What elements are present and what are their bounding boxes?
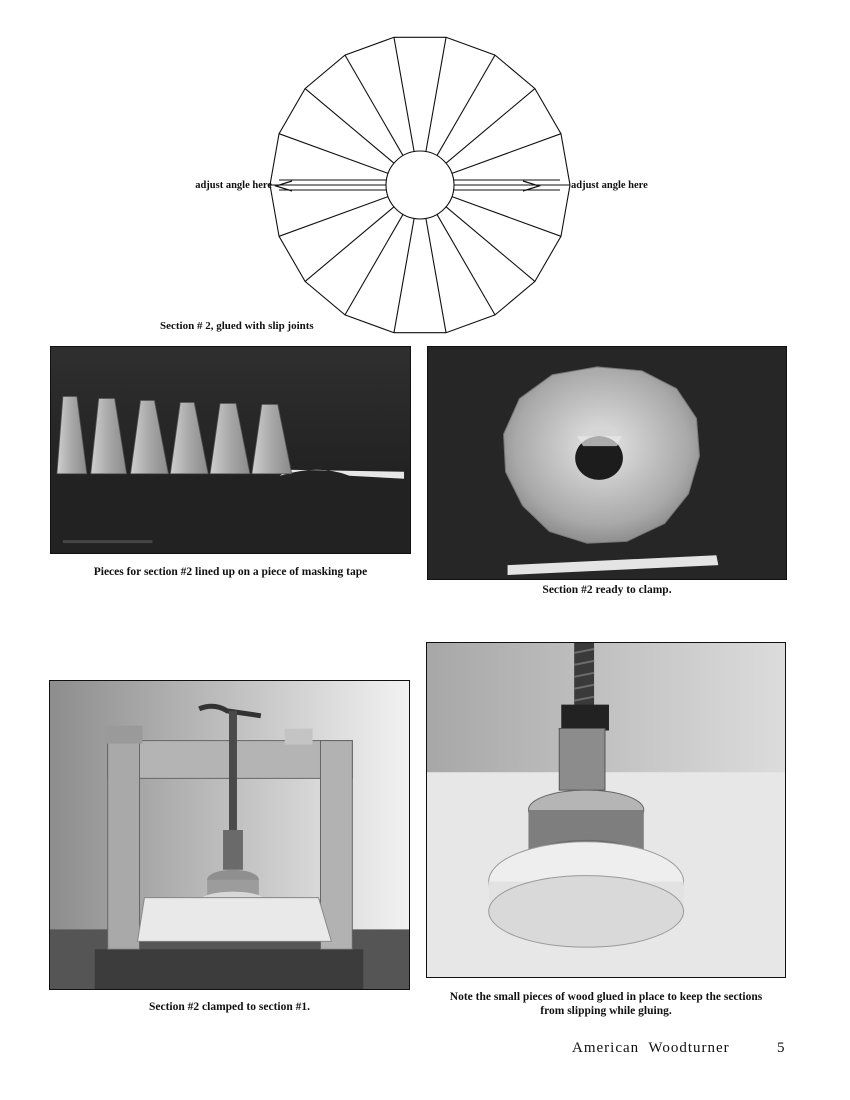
segment-divider <box>345 55 403 155</box>
segment-divider <box>437 214 495 314</box>
page-number: 5 <box>777 1040 785 1056</box>
segment-divider <box>446 89 535 164</box>
caption-press: Section #2 clamped to section #1. <box>149 1001 310 1013</box>
segment-divider <box>394 218 414 332</box>
photo-wooden-press <box>49 680 410 990</box>
caption-ring: Section #2 ready to clamp. <box>542 584 672 596</box>
caption-pieces: Pieces for section #2 lined up on a piece of masking tape <box>93 566 368 578</box>
segment-divider <box>394 37 414 151</box>
photo-ring-ready <box>427 346 787 580</box>
segment-divider <box>446 207 535 282</box>
segment-divider <box>452 134 561 174</box>
publication-name: American Woodturner <box>572 1040 730 1056</box>
photo-pieces-on-tape <box>50 346 411 554</box>
left-adjust-label: adjust angle here <box>195 180 272 191</box>
diagram-caption: Section # 2, glued with slip joints <box>160 320 314 332</box>
caption-closeup-line1: Note the small pieces of wood glued in place to keep the sections <box>449 991 763 1003</box>
photo-clamp-closeup <box>426 642 786 978</box>
segment-divider <box>426 218 446 332</box>
segment-divider <box>279 197 388 237</box>
inner-circle <box>386 151 454 219</box>
segment-divider <box>345 214 403 314</box>
segment-divider <box>305 207 394 282</box>
segment-divider <box>426 37 446 151</box>
diagram-segment-lines <box>270 37 570 332</box>
segment-divider <box>437 55 495 155</box>
right-adjust-label: adjust angle here <box>571 180 648 191</box>
segment-divider <box>305 89 394 164</box>
segment-divider <box>279 134 388 174</box>
segment-divider <box>452 197 561 237</box>
caption-closeup-line2: from slipping while gluing. <box>540 1005 672 1017</box>
